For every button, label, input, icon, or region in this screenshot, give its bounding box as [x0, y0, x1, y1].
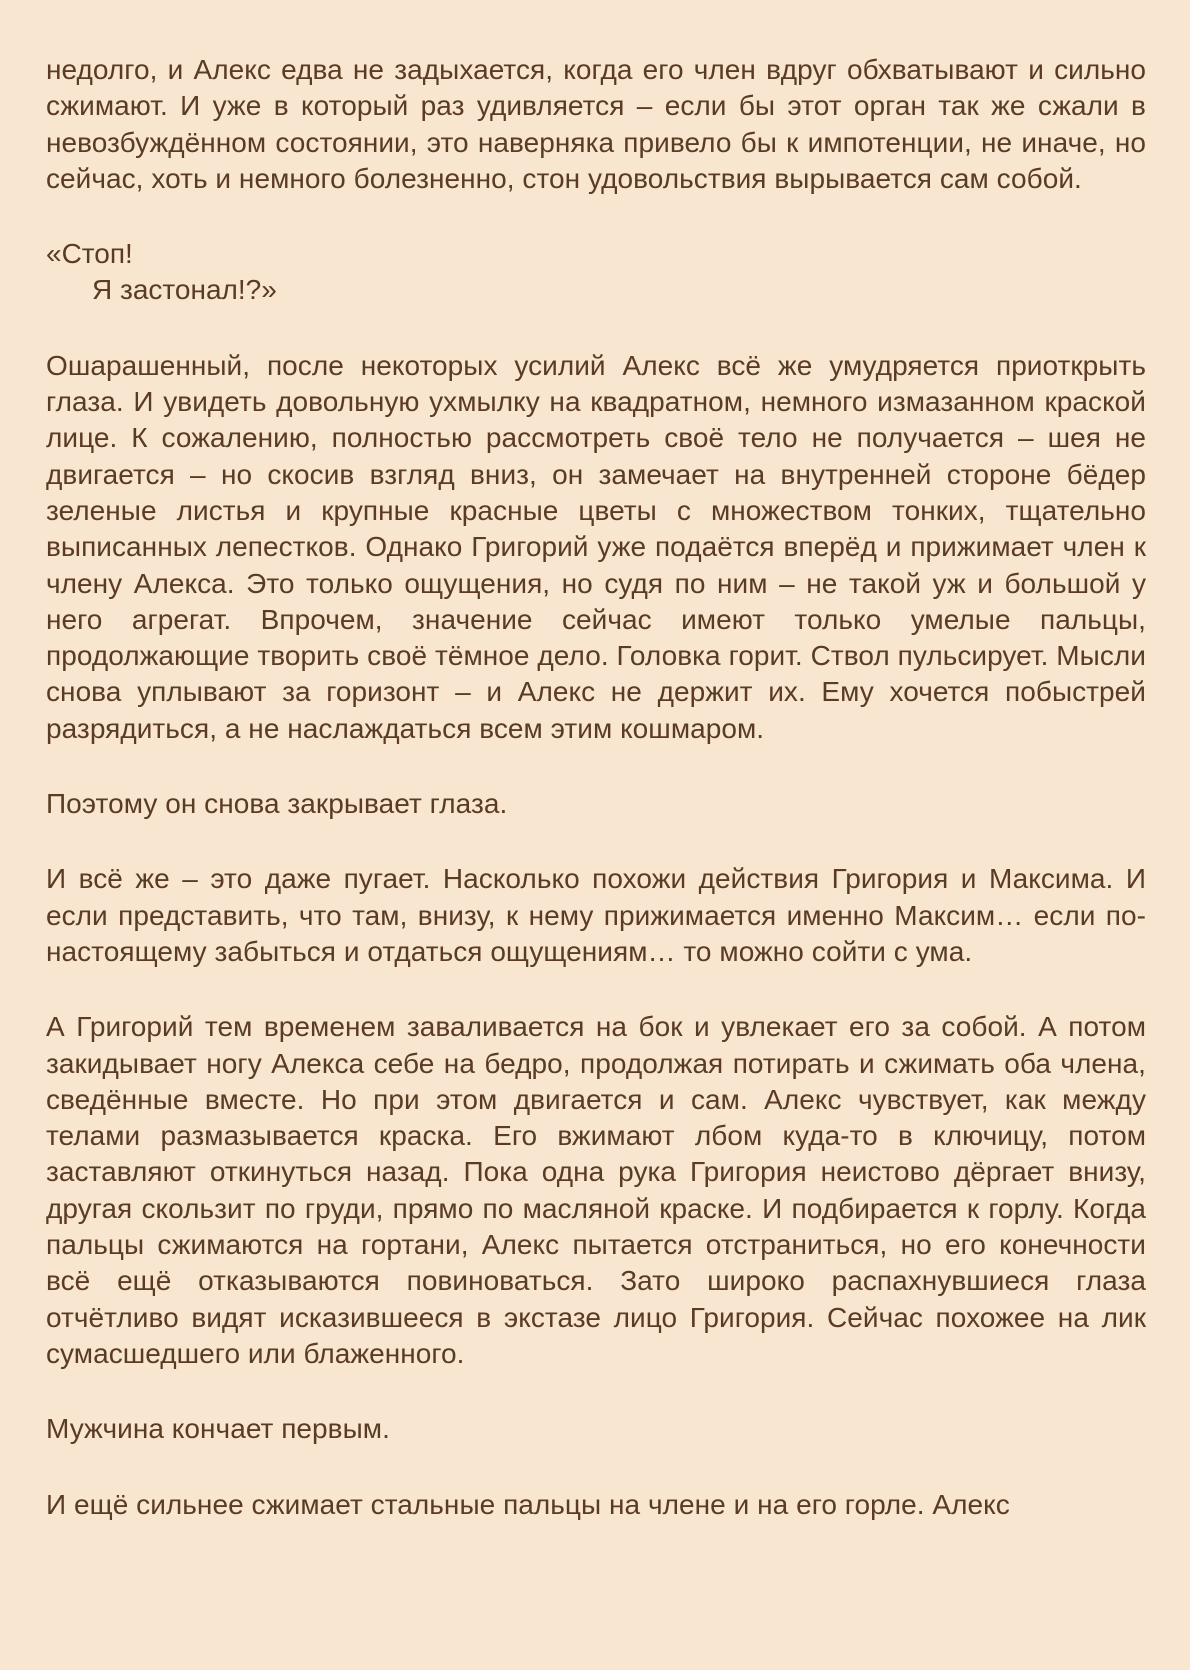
paragraph-5: А Григорий тем временем заваливается на бок и увлекает его за собой. А потом закидывает ногу Алекса себе на бедро, продолжая потирать и сжимать оба члена, сведённые вместе. Но при этом двигается и сам. Алекс чувствует, как между телами размазывается краска. Его вжимают лбом куда-то в ключицу, потом заставляют откинуться назад. Пока одна рука Григория неистово дёргает внизу, другая скользит по груди, прямо по масляной краске. И подбирается к горлу. Когда пальцы сжимаются на гортани, Алекс пытается отстраниться, но его конечности всё ещё отказываются повиноваться. Зато широко распахнувшиеся глаза отчётливо видят исказившееся в экстазе лицо Григория. Сейчас похожее на лик сумасшедшего или блаженного. [46, 1011, 1146, 1369]
paragraph-4: И всё же – это даже пугает. Насколько похожи действия Григория и Максима. И если представить, что там, внизу, к нему прижимается именно Максим… если по-настоящему забыться и отдаться ощущениям… то можно сойти с ума. [46, 863, 1146, 967]
quote-line-2: Я застонал!?» [92, 274, 277, 306]
quote-line-1: «Стоп! [46, 238, 133, 270]
paragraph-6: Мужчина кончает первым. [46, 1413, 390, 1445]
inner-thought-quote [46, 236, 1146, 309]
paragraph-1: недолго, и Алекс едва не задыхается, когда его член вдруг обхватывают и сильно сжимают. И уже в который раз удивляется – если бы этот орган так же сжали в невозбуждённом состоянии, это наверняка привело бы к импотенции, не иначе, но сейчас, хоть и немного болезненно, стон удовольствия вырывается сам собой. [46, 54, 1146, 194]
paragraph-3: Поэтому он снова закрывает глаза. [46, 788, 508, 820]
paragraph-7: И ещё сильнее сжимает стальные пальцы на члене и на его горле. Алекс [46, 1488, 1010, 1520]
paragraph-2: Ошарашенный, после некоторых усилий Алекс всё же умудряется приоткрыть глаза. И увидеть довольную ухмылку на квадратном, немного измазанном краской лице. К сожалению, полностью рассмотреть своё тело не получается – шея не двигается – но скосив взгляд вниз, он замечает на внутренней стороне бёдер зеленые листья и крупные красные цветы с множеством тонких, тщательно выписанных лепестков. Однако Григорий уже подаётся вперёд и прижимает член к члену Алекса. Это только ощущения, но судя по ним – не такой уж и большой у него агрегат. Впрочем, значение сейчас имеют только умелые пальцы, продолжающие творить своё тёмное дело. Головка горит. Ствол пульсирует. Мысли снова уплывают за горизонт – и Алекс не держит их. Ему хочется побыстрей разрядиться, а не наслаждаться всем этим кошмаром. [46, 349, 1146, 744]
